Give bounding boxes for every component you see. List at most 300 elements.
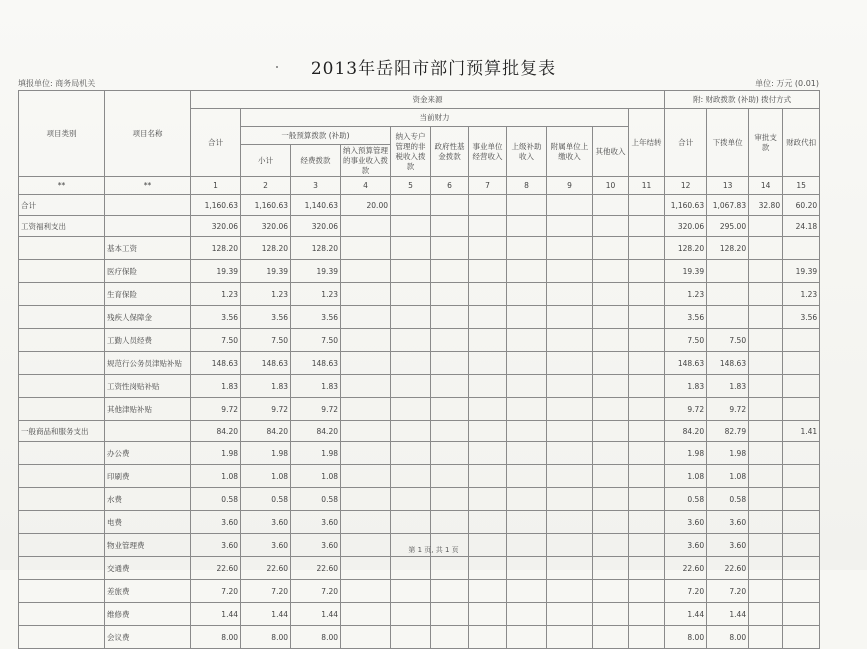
cell-pay-direct bbox=[783, 352, 820, 375]
row-item-name: 交通费 bbox=[105, 557, 191, 580]
cell-subtotal: 8.00 bbox=[241, 626, 291, 649]
cell-pay-lower: 8.00 bbox=[707, 626, 749, 649]
cell-pay-total: 320.06 bbox=[665, 216, 707, 237]
cell-expense: 320.06 bbox=[291, 216, 341, 237]
header-general: 一般预算拨款 (补助) bbox=[241, 127, 391, 145]
cell-pay-direct bbox=[783, 580, 820, 603]
cell-gov-fund bbox=[431, 580, 469, 603]
cell-pay-review bbox=[749, 603, 783, 626]
cell-budget-mgmt bbox=[341, 580, 391, 603]
header-biz-income: 事业单位经营收入 bbox=[469, 127, 507, 177]
col-number: 3 bbox=[291, 177, 341, 195]
cell-prev-balance bbox=[629, 442, 665, 465]
cell-budget-mgmt bbox=[341, 375, 391, 398]
cell-subtotal: 148.63 bbox=[241, 352, 291, 375]
cell-affiliated bbox=[547, 329, 593, 352]
table-row bbox=[19, 375, 820, 398]
cell-subtotal: 0.58 bbox=[241, 488, 291, 511]
row-item-name: 基本工资 bbox=[105, 237, 191, 260]
cell-other bbox=[593, 442, 629, 465]
column-number-row bbox=[19, 177, 820, 195]
cell-total: 7.50 bbox=[191, 329, 241, 352]
cell-pay-direct: 24.18 bbox=[783, 216, 820, 237]
cell-other bbox=[593, 306, 629, 329]
row-category bbox=[19, 260, 105, 283]
cell-pay-direct bbox=[783, 375, 820, 398]
cell-special bbox=[391, 283, 431, 306]
page-footer: 第 1 页, 共 1 页 bbox=[408, 546, 459, 554]
cell-pay-review bbox=[749, 260, 783, 283]
cell-gov-fund bbox=[431, 283, 469, 306]
cell-expense: 1.83 bbox=[291, 375, 341, 398]
cell-other bbox=[593, 283, 629, 306]
cell-prev-balance bbox=[629, 375, 665, 398]
cell-subtotal: 3.60 bbox=[241, 534, 291, 557]
row-item-name: 残疾人保障金 bbox=[105, 306, 191, 329]
cell-expense: 0.58 bbox=[291, 488, 341, 511]
cell-special bbox=[391, 352, 431, 375]
cell-superior bbox=[507, 195, 547, 216]
cell-total: 1.83 bbox=[191, 375, 241, 398]
cell-pay-total: 3.60 bbox=[665, 511, 707, 534]
cell-special bbox=[391, 375, 431, 398]
cell-superior bbox=[507, 398, 547, 421]
cell-special bbox=[391, 603, 431, 626]
cell-superior bbox=[507, 442, 547, 465]
cell-budget-mgmt: 20.00 bbox=[341, 195, 391, 216]
cell-pay-direct bbox=[783, 465, 820, 488]
cell-budget-mgmt bbox=[341, 283, 391, 306]
cell-gov-fund bbox=[431, 306, 469, 329]
cell-budget-mgmt bbox=[341, 626, 391, 649]
cell-affiliated bbox=[547, 511, 593, 534]
cell-affiliated bbox=[547, 195, 593, 216]
row-category bbox=[19, 511, 105, 534]
cell-pay-lower bbox=[707, 283, 749, 306]
cell-budget-mgmt bbox=[341, 329, 391, 352]
cell-pay-lower: 22.60 bbox=[707, 557, 749, 580]
cell-pay-total: 84.20 bbox=[665, 421, 707, 442]
row-item-name: 差旅费 bbox=[105, 580, 191, 603]
cell-affiliated bbox=[547, 398, 593, 421]
cell-special bbox=[391, 442, 431, 465]
cell-gov-fund bbox=[431, 421, 469, 442]
cell-pay-total: 1.98 bbox=[665, 442, 707, 465]
cell-pay-total: 1,160.63 bbox=[665, 195, 707, 216]
table-row bbox=[19, 329, 820, 352]
header-superior-subsidy: 上级补助收入 bbox=[507, 127, 547, 177]
cell-pay-lower: 1,067.83 bbox=[707, 195, 749, 216]
col-number: 13 bbox=[707, 177, 749, 195]
cell-pay-lower: 3.60 bbox=[707, 534, 749, 557]
cell-prev-balance bbox=[629, 237, 665, 260]
cell-total: 1.44 bbox=[191, 603, 241, 626]
cell-total: 320.06 bbox=[191, 216, 241, 237]
cell-gov-fund bbox=[431, 398, 469, 421]
cell-other bbox=[593, 626, 629, 649]
cell-pay-lower: 7.20 bbox=[707, 580, 749, 603]
cell-pay-lower: 1.44 bbox=[707, 603, 749, 626]
header-gov-fund: 政府性基金拨款 bbox=[431, 127, 469, 177]
cell-pay-direct: 19.39 bbox=[783, 260, 820, 283]
cell-biz-income bbox=[469, 626, 507, 649]
cell-other bbox=[593, 237, 629, 260]
cell-gov-fund bbox=[431, 375, 469, 398]
cell-pay-direct bbox=[783, 442, 820, 465]
cell-pay-lower: 1.83 bbox=[707, 375, 749, 398]
row-category bbox=[19, 465, 105, 488]
table-row bbox=[19, 195, 820, 216]
row-item-name: 会议费 bbox=[105, 626, 191, 649]
cell-other bbox=[593, 557, 629, 580]
cell-expense: 1.08 bbox=[291, 465, 341, 488]
cell-pay-review bbox=[749, 557, 783, 580]
row-item-name: 水费 bbox=[105, 488, 191, 511]
cell-superior bbox=[507, 237, 547, 260]
cell-expense: 9.72 bbox=[291, 398, 341, 421]
cell-special bbox=[391, 465, 431, 488]
cell-prev-balance bbox=[629, 195, 665, 216]
cell-pay-review bbox=[749, 580, 783, 603]
header-prev-balance: 上年结转 bbox=[629, 109, 665, 177]
row-category bbox=[19, 580, 105, 603]
cell-pay-review bbox=[749, 398, 783, 421]
cell-gov-fund bbox=[431, 488, 469, 511]
table-row bbox=[19, 398, 820, 421]
cell-pay-direct bbox=[783, 398, 820, 421]
cell-biz-income bbox=[469, 306, 507, 329]
cell-pay-total: 7.20 bbox=[665, 580, 707, 603]
cell-subtotal: 7.20 bbox=[241, 580, 291, 603]
cell-pay-lower: 9.72 bbox=[707, 398, 749, 421]
header-total: 合计 bbox=[191, 109, 241, 177]
row-item-name: 物业管理费 bbox=[105, 534, 191, 557]
cell-subtotal: 1.44 bbox=[241, 603, 291, 626]
cell-prev-balance bbox=[629, 283, 665, 306]
cell-prev-balance bbox=[629, 603, 665, 626]
row-item-name: 电费 bbox=[105, 511, 191, 534]
cell-budget-mgmt bbox=[341, 557, 391, 580]
row-category bbox=[19, 329, 105, 352]
col-number: 14 bbox=[749, 177, 783, 195]
cell-gov-fund bbox=[431, 352, 469, 375]
row-category bbox=[19, 626, 105, 649]
cell-other bbox=[593, 375, 629, 398]
row-item-name: 医疗保险 bbox=[105, 260, 191, 283]
cell-total: 128.20 bbox=[191, 237, 241, 260]
cell-prev-balance bbox=[629, 329, 665, 352]
cell-expense: 22.60 bbox=[291, 557, 341, 580]
cell-affiliated bbox=[547, 216, 593, 237]
cell-other bbox=[593, 352, 629, 375]
cell-gov-fund bbox=[431, 195, 469, 216]
cell-superior bbox=[507, 216, 547, 237]
cell-budget-mgmt bbox=[341, 511, 391, 534]
cell-biz-income bbox=[469, 329, 507, 352]
header-budget-mgmt: 纳入预算管理的事业收入拨款 bbox=[341, 145, 391, 177]
row-category bbox=[19, 488, 105, 511]
row-item-name bbox=[105, 421, 191, 442]
cell-affiliated bbox=[547, 421, 593, 442]
row-item-name: 其他津贴补贴 bbox=[105, 398, 191, 421]
cell-pay-direct bbox=[783, 237, 820, 260]
cell-pay-total: 19.39 bbox=[665, 260, 707, 283]
currency-unit: 单位: 万元 (0.01) bbox=[755, 79, 819, 88]
cell-pay-review bbox=[749, 283, 783, 306]
cell-pay-total: 1.23 bbox=[665, 283, 707, 306]
cell-prev-balance bbox=[629, 421, 665, 442]
cell-biz-income bbox=[469, 195, 507, 216]
cell-superior bbox=[507, 511, 547, 534]
cell-subtotal: 1,160.63 bbox=[241, 195, 291, 216]
cell-biz-income bbox=[469, 511, 507, 534]
cell-superior bbox=[507, 465, 547, 488]
row-item-name: 规范行公务员津贴补贴 bbox=[105, 352, 191, 375]
cell-biz-income bbox=[469, 216, 507, 237]
cell-pay-lower: 295.00 bbox=[707, 216, 749, 237]
cell-subtotal: 1.23 bbox=[241, 283, 291, 306]
cell-pay-lower bbox=[707, 306, 749, 329]
cell-biz-income bbox=[469, 352, 507, 375]
table-row bbox=[19, 306, 820, 329]
cell-superior bbox=[507, 375, 547, 398]
cell-pay-total: 1.44 bbox=[665, 603, 707, 626]
cell-expense: 1.98 bbox=[291, 442, 341, 465]
cell-special bbox=[391, 237, 431, 260]
cell-affiliated bbox=[547, 465, 593, 488]
cell-total: 84.20 bbox=[191, 421, 241, 442]
cell-biz-income bbox=[469, 488, 507, 511]
table-body bbox=[19, 195, 820, 649]
table-row bbox=[19, 557, 820, 580]
cell-budget-mgmt bbox=[341, 603, 391, 626]
cell-subtotal: 7.50 bbox=[241, 329, 291, 352]
cell-total: 3.60 bbox=[191, 534, 241, 557]
row-item-name: 工勤人员经费 bbox=[105, 329, 191, 352]
cell-subtotal: 9.72 bbox=[241, 398, 291, 421]
row-item-name: 办公费 bbox=[105, 442, 191, 465]
header-pay-lower: 下拨单位 bbox=[707, 109, 749, 177]
cell-special bbox=[391, 580, 431, 603]
cell-superior bbox=[507, 329, 547, 352]
cell-subtotal: 1.83 bbox=[241, 375, 291, 398]
cell-pay-total: 7.50 bbox=[665, 329, 707, 352]
cell-affiliated bbox=[547, 352, 593, 375]
cell-subtotal: 320.06 bbox=[241, 216, 291, 237]
cell-gov-fund bbox=[431, 442, 469, 465]
cell-biz-income bbox=[469, 442, 507, 465]
cell-affiliated bbox=[547, 626, 593, 649]
cell-subtotal: 1.08 bbox=[241, 465, 291, 488]
cell-pay-total: 22.60 bbox=[665, 557, 707, 580]
col-number: 6 bbox=[431, 177, 469, 195]
cell-pay-review bbox=[749, 465, 783, 488]
cell-prev-balance bbox=[629, 465, 665, 488]
cell-other bbox=[593, 580, 629, 603]
table-row bbox=[19, 216, 820, 237]
cell-superior bbox=[507, 260, 547, 283]
cell-pay-direct: 1.41 bbox=[783, 421, 820, 442]
cell-pay-direct bbox=[783, 603, 820, 626]
cell-affiliated bbox=[547, 306, 593, 329]
header-fiscal: 当前财力 bbox=[241, 109, 629, 127]
cell-total: 1.98 bbox=[191, 442, 241, 465]
cell-expense: 1,140.63 bbox=[291, 195, 341, 216]
cell-expense: 7.50 bbox=[291, 329, 341, 352]
cell-biz-income bbox=[469, 557, 507, 580]
cell-special bbox=[391, 421, 431, 442]
col-number: 1 bbox=[191, 177, 241, 195]
cell-pay-review bbox=[749, 306, 783, 329]
col-number: 15 bbox=[783, 177, 820, 195]
cell-pay-review bbox=[749, 237, 783, 260]
row-category: 一般商品和服务支出 bbox=[19, 421, 105, 442]
cell-total: 148.63 bbox=[191, 352, 241, 375]
header-other-income: 其他收入 bbox=[593, 127, 629, 177]
cell-pay-total: 128.20 bbox=[665, 237, 707, 260]
cell-prev-balance bbox=[629, 557, 665, 580]
table-row bbox=[19, 260, 820, 283]
cell-prev-balance bbox=[629, 260, 665, 283]
table-row bbox=[19, 626, 820, 649]
col-number: 9 bbox=[547, 177, 593, 195]
table-row bbox=[19, 421, 820, 442]
table-row bbox=[19, 603, 820, 626]
cell-special bbox=[391, 216, 431, 237]
cell-pay-direct bbox=[783, 511, 820, 534]
cell-other bbox=[593, 260, 629, 283]
cell-total: 19.39 bbox=[191, 260, 241, 283]
cell-pay-lower: 82.79 bbox=[707, 421, 749, 442]
cell-subtotal: 3.60 bbox=[241, 511, 291, 534]
cell-affiliated bbox=[547, 237, 593, 260]
cell-pay-total: 0.58 bbox=[665, 488, 707, 511]
header-pay-review: 审批支款 bbox=[749, 109, 783, 177]
cell-pay-review bbox=[749, 626, 783, 649]
cell-gov-fund bbox=[431, 216, 469, 237]
cell-pay-direct: 1.23 bbox=[783, 283, 820, 306]
cell-pay-lower: 128.20 bbox=[707, 237, 749, 260]
cell-pay-total: 3.56 bbox=[665, 306, 707, 329]
cell-expense: 148.63 bbox=[291, 352, 341, 375]
table-row bbox=[19, 580, 820, 603]
cell-pay-total: 3.60 bbox=[665, 534, 707, 557]
cell-other bbox=[593, 398, 629, 421]
cell-expense: 3.56 bbox=[291, 306, 341, 329]
header-category: 项目类别 bbox=[19, 91, 105, 177]
cell-prev-balance bbox=[629, 352, 665, 375]
cell-superior bbox=[507, 557, 547, 580]
cell-budget-mgmt bbox=[341, 352, 391, 375]
cell-superior bbox=[507, 626, 547, 649]
cell-other bbox=[593, 465, 629, 488]
cell-pay-lower: 148.63 bbox=[707, 352, 749, 375]
cell-expense: 8.00 bbox=[291, 626, 341, 649]
page-title: 2013年岳阳市部门预算批复表 bbox=[310, 59, 557, 79]
cell-affiliated bbox=[547, 603, 593, 626]
cell-expense: 1.23 bbox=[291, 283, 341, 306]
col-number: 4 bbox=[341, 177, 391, 195]
cell-budget-mgmt bbox=[341, 442, 391, 465]
cell-expense: 1.44 bbox=[291, 603, 341, 626]
cell-pay-lower: 3.60 bbox=[707, 511, 749, 534]
table-row bbox=[19, 442, 820, 465]
cell-budget-mgmt bbox=[341, 260, 391, 283]
col-number: 11 bbox=[629, 177, 665, 195]
cell-superior bbox=[507, 352, 547, 375]
col-number: 12 bbox=[665, 177, 707, 195]
cell-gov-fund bbox=[431, 465, 469, 488]
cell-expense: 84.20 bbox=[291, 421, 341, 442]
cell-pay-direct bbox=[783, 488, 820, 511]
row-category bbox=[19, 352, 105, 375]
cell-total: 1,160.63 bbox=[191, 195, 241, 216]
cell-budget-mgmt bbox=[341, 398, 391, 421]
col-number: ** bbox=[19, 177, 105, 195]
cell-superior bbox=[507, 488, 547, 511]
cell-other bbox=[593, 195, 629, 216]
cell-subtotal: 22.60 bbox=[241, 557, 291, 580]
cell-biz-income bbox=[469, 421, 507, 442]
cell-gov-fund bbox=[431, 603, 469, 626]
cell-superior bbox=[507, 283, 547, 306]
cell-affiliated bbox=[547, 557, 593, 580]
cell-expense: 3.60 bbox=[291, 534, 341, 557]
cell-pay-lower: 1.08 bbox=[707, 465, 749, 488]
cell-special bbox=[391, 488, 431, 511]
cell-other bbox=[593, 329, 629, 352]
cell-special bbox=[391, 306, 431, 329]
cell-affiliated bbox=[547, 375, 593, 398]
cell-biz-income bbox=[469, 580, 507, 603]
header-pay-total: 合计 bbox=[665, 109, 707, 177]
cell-gov-fund bbox=[431, 626, 469, 649]
cell-budget-mgmt bbox=[341, 421, 391, 442]
cell-biz-income bbox=[469, 465, 507, 488]
cell-pay-total: 1.08 bbox=[665, 465, 707, 488]
row-category bbox=[19, 603, 105, 626]
cell-special bbox=[391, 195, 431, 216]
cell-special bbox=[391, 398, 431, 421]
cell-gov-fund bbox=[431, 511, 469, 534]
row-category bbox=[19, 398, 105, 421]
row-item-name: 工资性岗贴补贴 bbox=[105, 375, 191, 398]
cell-special bbox=[391, 260, 431, 283]
cell-biz-income bbox=[469, 603, 507, 626]
cell-pay-total: 8.00 bbox=[665, 626, 707, 649]
cell-budget-mgmt bbox=[341, 306, 391, 329]
cell-budget-mgmt bbox=[341, 237, 391, 260]
col-number: 2 bbox=[241, 177, 291, 195]
cell-total: 1.23 bbox=[191, 283, 241, 306]
cell-pay-review: 32.80 bbox=[749, 195, 783, 216]
row-item-name bbox=[105, 216, 191, 237]
col-number: 7 bbox=[469, 177, 507, 195]
row-item-name: 生育保险 bbox=[105, 283, 191, 306]
cell-gov-fund bbox=[431, 557, 469, 580]
cell-pay-lower: 7.50 bbox=[707, 329, 749, 352]
row-category bbox=[19, 375, 105, 398]
cell-affiliated bbox=[547, 260, 593, 283]
cell-pay-review bbox=[749, 375, 783, 398]
row-category: 合计 bbox=[19, 195, 105, 216]
table-row bbox=[19, 488, 820, 511]
cell-superior bbox=[507, 580, 547, 603]
cell-prev-balance bbox=[629, 488, 665, 511]
cell-prev-balance bbox=[629, 216, 665, 237]
cell-special bbox=[391, 557, 431, 580]
cell-expense: 3.60 bbox=[291, 511, 341, 534]
